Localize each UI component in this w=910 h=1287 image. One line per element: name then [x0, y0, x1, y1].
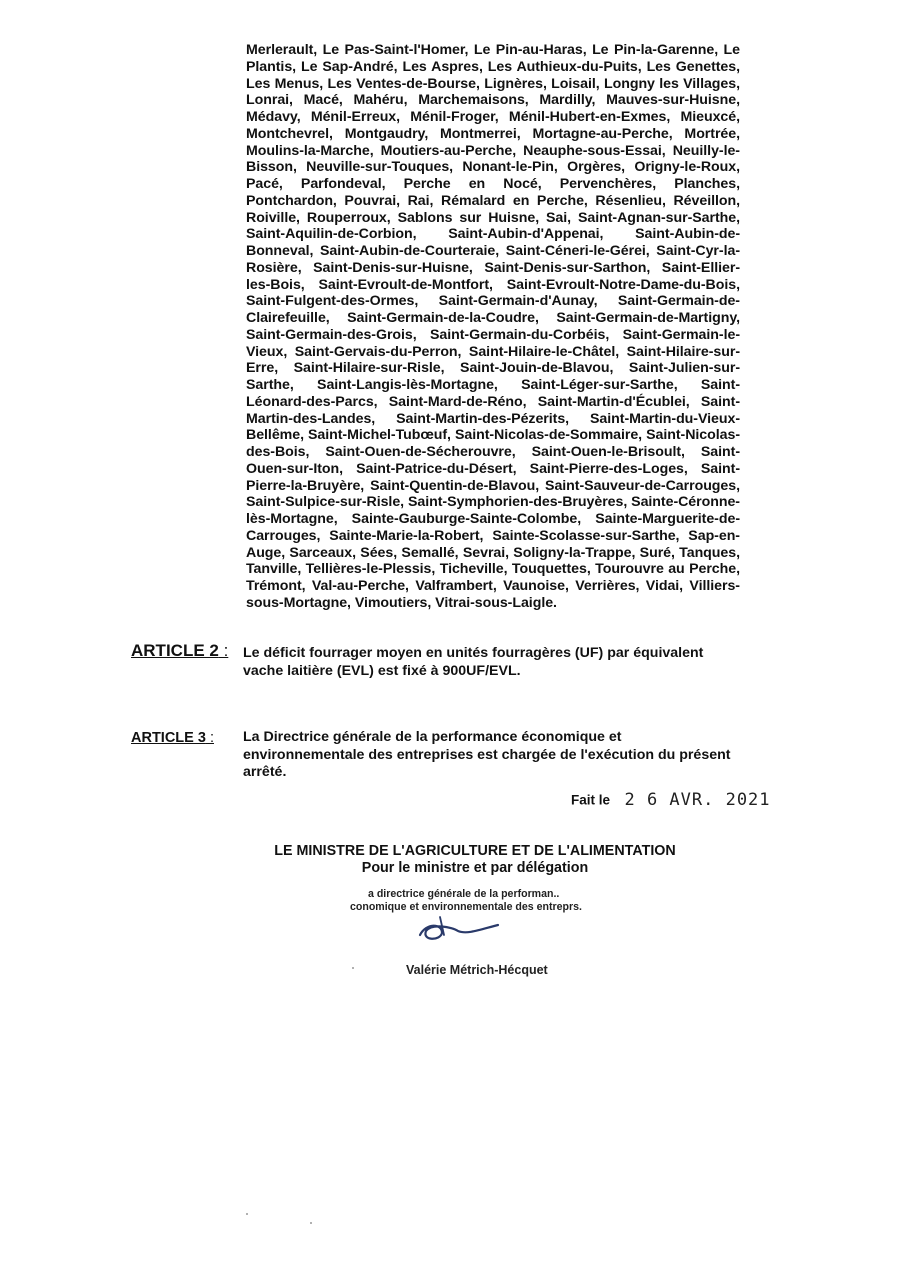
article-2-separator: :: [218, 641, 229, 660]
article-3-separator: :: [205, 730, 214, 746]
communes-list: Merlerault, Le Pas-Saint-l'Homer, Le Pin-au-Haras, Le Pin-la-Garenne, Le Plantis, Le Sap-André, Les Aspres, Les Authieux-du-Puits, Les Genettes, Les Menus, Les Ventes-de-Bourse, Lignères, Loisail, Longny les Villages, Lonrai, Macé, Mahéru, Marchemaisons, Mardilly, Mauves-sur-Huisne, Médavy, Ménil-Erreux, Ménil-Froger, Ménil-Hubert-en-Exmes, Mieuxcé, Montchevrel, Montgaudry, Montmerrei, Mortagne-au-Perche, Mortrée, Moulins-la-Marche, Moutiers-au-Perche, Neauphe-sous-Essai, Neuilly-le-Bisson, Neuville-sur-Touques, Nonant-le-Pin, Orgères, Origny-le-Roux, Pacé, Parfondeval, Perche en Nocé, Pervenchères, Planches, Pontchardon, Pouvrai, Rai, Rémalard en Perche, Résenlieu, Réveillon, Roiville, Rouperroux, Sablons sur Huisne, Sai, Saint-Agnan-sur-Sarthe, Saint-Aquilin-de-Corbion, Saint-Aubin-d'Appenai, Saint-Aubin-de-Bonneval, Saint-Aubin-de-Courteraie, Saint-Céneri-le-Gérei, Saint-Cyr-la-Rosière, Saint-Denis-sur-Huisne, Saint-Denis-sur-Sarthon, Saint-Ellier-les-Bois, Saint-Evroult-de-Montfort, Saint-Evroult-Notre-Dame-du-Bois, Saint-Fulgent-des-Ormes, Saint-Germain-d'Aunay, Saint-Germain-de-Clairefeuille, Saint-Germain-de-la-Coudre, Saint-Germain-de-Martigny, Saint-Germain-des-Grois, Saint-Germain-du-Corbéis, Saint-Germain-le-Vieux, Saint-Gervais-du-Perron, Saint-Hilaire-le-Châtel, Saint-Hilaire-sur-Erre, Saint-Hilaire-sur-Risle, Saint-Jouin-de-Blavou, Saint-Julien-sur-Sarthe, Saint-Langis-lès-Mortagne, Saint-Léger-sur-Sarthe, Saint-Léonard-des-Parcs, Saint-Mard-de-Réno, Saint-Martin-d'Écublei, Saint-Martin-des-Landes, Saint-Martin-des-Pézerits, Saint-Martin-du-Vieux-Bellême, Saint-Michel-Tubœuf, Saint-Nicolas-de-Sommaire, Saint-Nicolas-des-Bois, Saint-Ouen-de-Sécherouvre, Saint-Ouen-le-Brisoult, Saint-Ouen-sur-Iton, Saint-Patrice-du-Désert, Saint-Pierre-des-Loges, Saint-Pierre-la-Bruyère, Saint-Quentin-de-Blavou, Saint-Sauveur-de-Carrouges, Saint-Sulpice-sur-Risle, Saint-Symphorien-des-Bruyères, Sainte-Céronne-lès-Mortagne, Sainte-Gauburge-Sainte-Colombe, Sainte-Marguerite-de-Carrouges, Sainte-Marie-la-Robert, Sainte-Scolasse-sur-Sarthe, Sap-en-Auge, Sarceaux, Sées, Semallé, Sevrai, Soligny-la-Trappe, Suré, Tanques, Tanville, Tellières-le-Plessis, Ticheville, Touquettes, Tourouvre au Perche, Trémont, Val-au-Perche, Valframbert, Vaunoise, Verrières, Vidai, Villiers-sous-Mortagne, Vimoutiers, Vitrai-sous-Laigle.: [246, 42, 740, 611]
article-2-text: Le déficit fourrager moyen en unités fourragères (UF) par équivalent vache laitière (EVL) est fixé à 900UF/EVL.: [243, 645, 704, 679]
handwritten-signature: [412, 913, 502, 943]
article-2-label-text: ARTICLE 2: [131, 641, 219, 660]
signature-date: [571, 790, 771, 810]
article-3-label: [131, 730, 214, 746]
official-stamp-text: [350, 888, 600, 914]
article-3-text: La Directrice générale de la performance économique et environnementale des entreprises est chargée de l'exécution du présent arrêté.: [243, 729, 731, 780]
minister-title: LE MINISTRE DE L'AGRICULTURE ET DE L'ALIMENTATION: [274, 843, 676, 859]
scan-speck: [246, 1213, 248, 1215]
scan-speck: [352, 967, 354, 969]
delegation-line: Pour le ministre et par délégation: [361, 860, 589, 876]
scan-speck: [310, 1222, 312, 1224]
signer-name: Valérie Métrich-Hécquet: [406, 963, 548, 977]
signatory-block: [230, 843, 720, 877]
stamp-line-2: conomique et environnementale des entreprs.: [350, 901, 582, 913]
date-stamp: 2 6 AVR. 2021: [624, 790, 771, 810]
article-3-label-text: ARTICLE 3: [131, 730, 206, 746]
stamp-line-1: a directrice générale de la performan..: [368, 888, 560, 900]
fait-le-label: Fait le: [571, 792, 611, 808]
article-2-label: [131, 641, 228, 661]
